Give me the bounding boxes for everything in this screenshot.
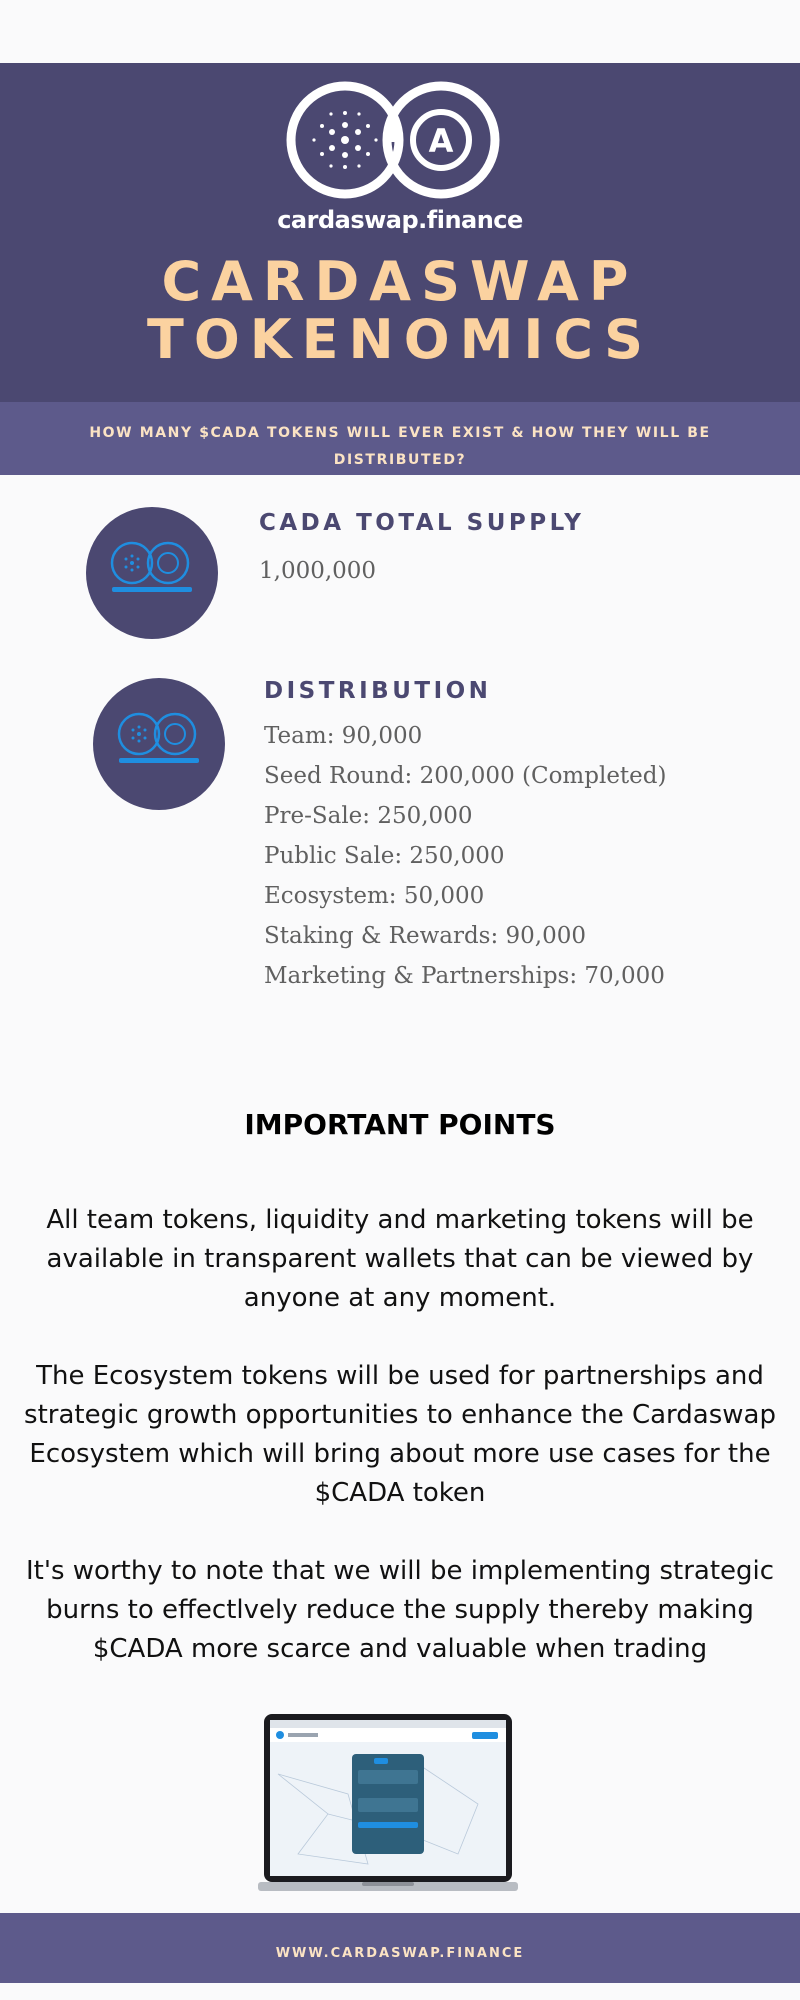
distribution-item: Team: 90,000 [264, 723, 423, 749]
distribution-item: Seed Round: 200,000 (Completed) [264, 763, 667, 789]
page-title-line2: TOKENOMICS [147, 308, 653, 371]
cardaswap-badge-icon [111, 710, 207, 766]
brand-name: cardaswap.finance [277, 206, 523, 234]
important-points-title: IMPORTANT POINTS [244, 1108, 556, 1141]
important-paragraph: It's worthy to note that we will be implementing strategic burns to effectlvely reduce the supply thereby making $CADA more scarce and valuable when trading [25, 1556, 775, 1664]
supply-badge [86, 507, 218, 639]
footer-url[interactable]: WWW.CARDASWAP.FINANCE [275, 1946, 525, 1961]
page-title-line1: CARDASWAP [161, 250, 639, 313]
distribution-item: Marketing & Partnerships: 70,000 [264, 963, 665, 989]
distribution-item: Public Sale: 250,000 [264, 843, 505, 869]
supply-value: 1,000,000 [259, 558, 377, 584]
important-paragraph: The Ecosystem tokens will be used for partnerships and strategic growth opportunities to enhance the Cardaswap Ecosystem which will bring about more use cases for the $CADA token [24, 1361, 776, 1508]
distribution-item: Pre-Sale: 250,000 [264, 803, 473, 829]
distribution-item: Staking & Rewards: 90,000 [264, 923, 587, 949]
distribution-list [264, 716, 666, 996]
distribution-heading: DISTRIBUTION [264, 678, 492, 704]
cardaswap-logo-icon [285, 80, 501, 200]
supply-heading: CADA TOTAL SUPPLY [259, 510, 585, 536]
subtitle-text: HOW MANY $CADA TOKENS WILL EVER EXIST & HOW THEY WILL BE DISTRIBUTED? [89, 425, 711, 468]
distribution-item: Ecosystem: 50,000 [264, 883, 485, 909]
important-paragraph: All team tokens, liquidity and marketing tokens will be available in transparent wallets that can be viewed by anyone at any moment. [46, 1205, 754, 1313]
cardaswap-badge-icon [104, 539, 200, 595]
distribution-badge [93, 678, 225, 810]
laptop-screenshot-icon [258, 1714, 518, 1898]
svg-text:A: A [428, 122, 454, 160]
